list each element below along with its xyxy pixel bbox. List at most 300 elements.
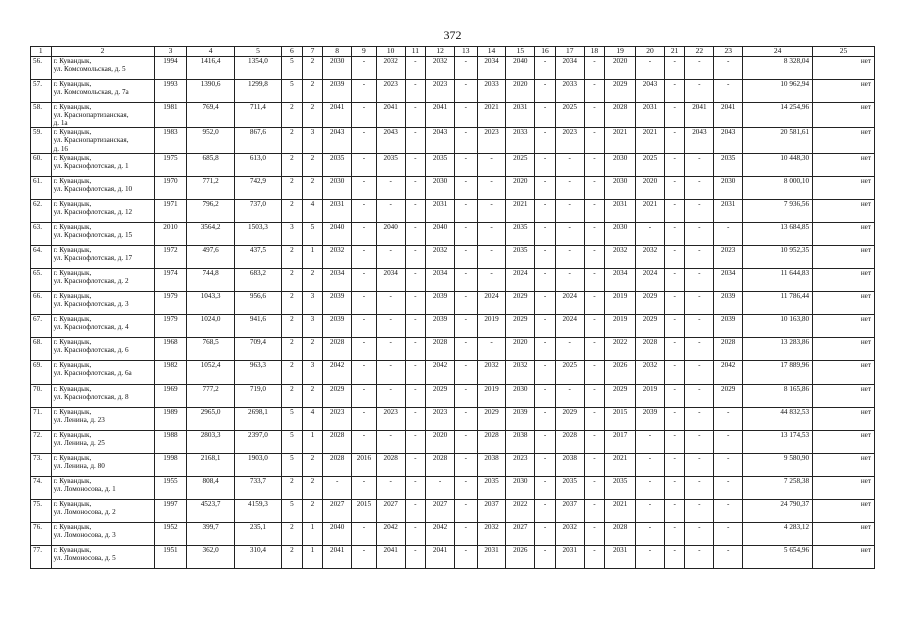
table-cell: 2034 — [426, 269, 455, 292]
table-cell: - — [584, 476, 605, 499]
table-cell: - — [405, 338, 426, 361]
table-cell: 2032 — [605, 245, 636, 268]
table-cell: - — [714, 407, 743, 430]
table-cell: - — [584, 384, 605, 407]
table-cell: 1988 — [154, 430, 187, 453]
column-header-10: 10 — [376, 47, 405, 57]
table-cell: 2803,3 — [187, 430, 234, 453]
column-header-25: 25 — [813, 47, 875, 57]
table-cell: - — [664, 523, 685, 546]
table-cell: 4159,3 — [234, 499, 281, 522]
table-cell: - — [584, 546, 605, 569]
table-cell: 2020 — [636, 176, 665, 199]
table-cell: 2020 — [506, 176, 535, 199]
table-cell: 2039 — [636, 407, 665, 430]
table-cell: - — [535, 453, 556, 476]
table-cell: - — [352, 292, 377, 315]
address-cell: г. Кувандык, ул. Краснофлотская, д. 10 — [51, 176, 154, 199]
table-cell: - — [584, 430, 605, 453]
table-cell: 2023 — [477, 128, 506, 153]
table-cell: 2030 — [323, 176, 352, 199]
table-cell: - — [555, 269, 584, 292]
table-cell: 1955 — [154, 476, 187, 499]
flag-cell: нет — [813, 546, 875, 569]
table-cell: 2022 — [506, 499, 535, 522]
column-header-22: 22 — [685, 47, 714, 57]
amount-cell: 17 889,96 — [743, 361, 813, 384]
table-cell: 2 — [282, 361, 303, 384]
table-cell: - — [664, 546, 685, 569]
table-cell: - — [454, 453, 477, 476]
table-cell: - — [454, 384, 477, 407]
table-cell: - — [454, 103, 477, 128]
table-cell: - — [584, 245, 605, 268]
flag-cell: нет — [813, 153, 875, 176]
row-number: 64. — [31, 245, 52, 268]
table-cell: 867,6 — [234, 128, 281, 153]
table-cell: 2039 — [323, 315, 352, 338]
table-cell: 2 — [302, 269, 323, 292]
table-cell: 2043 — [685, 128, 714, 153]
flag-cell: нет — [813, 523, 875, 546]
table-cell: - — [352, 128, 377, 153]
table-cell: - — [636, 523, 665, 546]
table-cell: - — [454, 499, 477, 522]
table-cell: 2023 — [506, 453, 535, 476]
table-cell: 2041 — [376, 546, 405, 569]
table-cell: - — [584, 453, 605, 476]
table-cell: - — [685, 499, 714, 522]
row-number: 68. — [31, 338, 52, 361]
table-cell: - — [636, 546, 665, 569]
table-cell: 1975 — [154, 153, 187, 176]
table-cell: 2 — [282, 176, 303, 199]
address-cell: г. Кувандык, ул. Ленина, д. 25 — [51, 430, 154, 453]
table-cell: 1 — [302, 546, 323, 569]
table-cell: - — [454, 430, 477, 453]
table-cell: 2029 — [477, 407, 506, 430]
table-row — [31, 407, 875, 430]
table-cell: - — [685, 153, 714, 176]
table-cell: - — [405, 476, 426, 499]
table-cell: 2032 — [555, 523, 584, 546]
table-cell: - — [685, 361, 714, 384]
address-cell: г. Кувандык, ул. Ломоносова, д. 3 — [51, 523, 154, 546]
row-number: 62. — [31, 199, 52, 222]
table-cell: 1390,6 — [187, 80, 234, 103]
table-cell: 941,6 — [234, 315, 281, 338]
column-header-16: 16 — [535, 47, 556, 57]
table-row — [31, 292, 875, 315]
column-header-5: 5 — [234, 47, 281, 57]
table-row — [31, 269, 875, 292]
table-cell: 2041 — [685, 103, 714, 128]
table-cell: - — [352, 222, 377, 245]
table-cell: - — [535, 57, 556, 80]
table-cell: 768,5 — [187, 338, 234, 361]
table-cell: 1968 — [154, 338, 187, 361]
table-cell: - — [352, 546, 377, 569]
address-cell: г. Кувандык, ул. Краснопартизанская, д. 16 — [51, 128, 154, 153]
table-cell: - — [664, 269, 685, 292]
table-cell: 2017 — [605, 430, 636, 453]
amount-cell: 10 163,80 — [743, 315, 813, 338]
table-cell: 2028 — [426, 338, 455, 361]
table-cell: - — [454, 338, 477, 361]
table-cell: 2 — [302, 153, 323, 176]
table-cell: - — [477, 153, 506, 176]
amount-cell: 8 165,86 — [743, 384, 813, 407]
table-cell: - — [352, 315, 377, 338]
table-row — [31, 430, 875, 453]
table-cell: - — [376, 315, 405, 338]
table-cell: 2 — [282, 315, 303, 338]
column-header-14: 14 — [477, 47, 506, 57]
row-number: 69. — [31, 361, 52, 384]
row-number: 73. — [31, 453, 52, 476]
table-cell: 2027 — [323, 499, 352, 522]
table-cell: - — [714, 222, 743, 245]
table-cell: 2 — [302, 499, 323, 522]
table-cell: 2041 — [426, 546, 455, 569]
table-cell: - — [685, 407, 714, 430]
table-cell: 733,7 — [234, 476, 281, 499]
table-cell: - — [535, 103, 556, 128]
table-cell: 1969 — [154, 384, 187, 407]
table-cell: - — [664, 153, 685, 176]
table-cell: 1989 — [154, 407, 187, 430]
address-cell: г. Кувандык, ул. Краснофлотская, д. 15 — [51, 222, 154, 245]
table-cell: - — [685, 80, 714, 103]
table-cell: 2028 — [477, 430, 506, 453]
table-row — [31, 176, 875, 199]
column-header-19: 19 — [605, 47, 636, 57]
table-cell: - — [352, 338, 377, 361]
table-cell: - — [405, 292, 426, 315]
table-cell: - — [454, 476, 477, 499]
table-cell: - — [405, 103, 426, 128]
table-cell: 2041 — [714, 103, 743, 128]
row-number: 63. — [31, 222, 52, 245]
amount-cell: 11 786,44 — [743, 292, 813, 315]
table-cell: 2029 — [636, 315, 665, 338]
table-cell: - — [376, 176, 405, 199]
table-cell: - — [555, 222, 584, 245]
table-cell: 2034 — [323, 269, 352, 292]
table-cell: - — [352, 407, 377, 430]
table-cell: - — [664, 199, 685, 222]
flag-cell: нет — [813, 128, 875, 153]
table-cell: 2019 — [477, 384, 506, 407]
header-row — [31, 47, 875, 57]
table-cell: - — [664, 222, 685, 245]
table-cell: 2028 — [376, 453, 405, 476]
table-cell: 2028 — [323, 338, 352, 361]
table-cell: 1 — [302, 523, 323, 546]
table-row — [31, 315, 875, 338]
table-cell: 2 — [302, 57, 323, 80]
table-cell: - — [584, 153, 605, 176]
table-cell: 2035 — [555, 476, 584, 499]
table-cell: - — [405, 199, 426, 222]
table-cell: 2037 — [477, 499, 506, 522]
address-cell: г. Кувандык, ул. Ломоносова, д. 1 — [51, 476, 154, 499]
table-cell: - — [405, 80, 426, 103]
table-cell: 2035 — [714, 153, 743, 176]
table-cell: - — [454, 407, 477, 430]
table-cell: 2028 — [323, 453, 352, 476]
table-row — [31, 128, 875, 153]
table-cell: 2021 — [605, 453, 636, 476]
table-cell: 2021 — [636, 199, 665, 222]
table-cell: - — [454, 153, 477, 176]
table-cell: 2028 — [323, 430, 352, 453]
flag-cell: нет — [813, 361, 875, 384]
table-cell: - — [714, 453, 743, 476]
table-cell: - — [454, 222, 477, 245]
table-cell: 1979 — [154, 315, 187, 338]
table-row — [31, 57, 875, 80]
row-number: 66. — [31, 292, 52, 315]
table-cell: 2039 — [426, 315, 455, 338]
table-cell: 2031 — [477, 546, 506, 569]
table-cell: - — [376, 384, 405, 407]
table-row — [31, 103, 875, 128]
table-cell: 2016 — [352, 453, 377, 476]
row-number: 61. — [31, 176, 52, 199]
table-cell: 2035 — [323, 153, 352, 176]
address-cell: г. Кувандык, ул. Ленина, д. 80 — [51, 453, 154, 476]
table-cell: - — [535, 384, 556, 407]
table-cell: 2 — [302, 384, 323, 407]
table-cell: 2040 — [323, 222, 352, 245]
table-cell: 2039 — [714, 315, 743, 338]
address-cell: г. Кувандык, ул. Комсомольская, д. 7а — [51, 80, 154, 103]
table-cell: - — [535, 407, 556, 430]
table-cell: 5 — [282, 499, 303, 522]
table-cell: 1 — [302, 245, 323, 268]
table-cell: - — [664, 315, 685, 338]
table-cell: - — [714, 57, 743, 80]
table-cell: 2 — [282, 128, 303, 153]
flag-cell: нет — [813, 430, 875, 453]
table-cell: - — [584, 199, 605, 222]
table-cell: 2030 — [605, 176, 636, 199]
table-cell: - — [584, 222, 605, 245]
table-cell: - — [405, 153, 426, 176]
table-cell: 2031 — [426, 199, 455, 222]
page-number: 372 — [443, 28, 462, 42]
table-cell: - — [535, 222, 556, 245]
row-number: 57. — [31, 80, 52, 103]
table-cell: 2035 — [477, 476, 506, 499]
table-cell: 719,0 — [234, 384, 281, 407]
table-cell: - — [535, 153, 556, 176]
table-cell: 2 — [282, 384, 303, 407]
table-cell: 2 — [282, 523, 303, 546]
table-cell: 2024 — [555, 292, 584, 315]
table-cell: - — [714, 546, 743, 569]
table-cell: - — [535, 80, 556, 103]
table-cell: 1503,3 — [234, 222, 281, 245]
table-cell: 2029 — [506, 315, 535, 338]
table-cell: 2039 — [426, 292, 455, 315]
table-cell: 2034 — [605, 269, 636, 292]
flag-cell: нет — [813, 292, 875, 315]
address-cell: г. Кувандык, ул. Ломоносова, д. 5 — [51, 546, 154, 569]
table-cell: - — [405, 453, 426, 476]
table-cell: 2030 — [426, 176, 455, 199]
table-cell: 2 — [282, 546, 303, 569]
table-cell: 2021 — [477, 103, 506, 128]
table-cell: - — [405, 245, 426, 268]
table-cell: - — [454, 128, 477, 153]
table-cell: - — [477, 176, 506, 199]
table-cell: 2040 — [426, 222, 455, 245]
table-cell: 2039 — [506, 407, 535, 430]
row-number: 67. — [31, 315, 52, 338]
table-cell: 437,5 — [234, 245, 281, 268]
table-cell: 2025 — [555, 103, 584, 128]
table-cell: 2042 — [426, 523, 455, 546]
table-cell: 2397,0 — [234, 430, 281, 453]
flag-cell: нет — [813, 103, 875, 128]
table-cell: 2035 — [506, 245, 535, 268]
table-cell: - — [555, 384, 584, 407]
table-cell: - — [584, 176, 605, 199]
address-cell: г. Кувандык, ул. Краснофлотская, д. 1 — [51, 153, 154, 176]
table-cell: - — [376, 476, 405, 499]
table-cell: 1024,0 — [187, 315, 234, 338]
table-cell: - — [352, 80, 377, 103]
amount-cell: 10 952,35 — [743, 245, 813, 268]
table-cell: - — [405, 222, 426, 245]
table-cell: 362,0 — [187, 546, 234, 569]
table-cell: 2032 — [636, 361, 665, 384]
table-cell: - — [454, 523, 477, 546]
table-cell: 952,0 — [187, 128, 234, 153]
flag-cell: нет — [813, 384, 875, 407]
flag-cell: нет — [813, 476, 875, 499]
table-cell: - — [714, 499, 743, 522]
row-number: 76. — [31, 523, 52, 546]
table-cell: - — [535, 176, 556, 199]
table-cell: - — [376, 292, 405, 315]
table-cell: 2 — [302, 80, 323, 103]
table-cell: 3 — [282, 222, 303, 245]
column-header-9: 9 — [352, 47, 377, 57]
table-cell: 683,2 — [234, 269, 281, 292]
table-cell: - — [376, 245, 405, 268]
table-cell: 2042 — [323, 361, 352, 384]
table-cell: 1354,0 — [234, 57, 281, 80]
table-cell: 2040 — [506, 57, 535, 80]
table-cell: - — [454, 361, 477, 384]
table-cell: - — [454, 80, 477, 103]
table-cell: 777,2 — [187, 384, 234, 407]
table-cell: 2034 — [376, 269, 405, 292]
table-cell: 3 — [302, 128, 323, 153]
table-cell: - — [454, 546, 477, 569]
table-cell: 2010 — [154, 222, 187, 245]
flag-cell: нет — [813, 222, 875, 245]
column-header-6: 6 — [282, 47, 303, 57]
table-cell: - — [477, 222, 506, 245]
table-cell: 956,6 — [234, 292, 281, 315]
table-cell: - — [584, 57, 605, 80]
table-cell: 2019 — [477, 315, 506, 338]
table-cell: - — [664, 338, 685, 361]
column-header-13: 13 — [454, 47, 477, 57]
table-cell: - — [555, 245, 584, 268]
table-cell: 1903,0 — [234, 453, 281, 476]
table-cell: 5 — [282, 453, 303, 476]
table-cell: 4523,7 — [187, 499, 234, 522]
table-cell: - — [352, 245, 377, 268]
table-cell: - — [584, 499, 605, 522]
amount-cell: 10 448,30 — [743, 153, 813, 176]
table-cell: - — [664, 57, 685, 80]
table-cell: 2031 — [555, 546, 584, 569]
table-cell: 2168,1 — [187, 453, 234, 476]
table-cell: 2019 — [605, 315, 636, 338]
address-cell: г. Кувандык, ул. Краснофлотская, д. 4 — [51, 315, 154, 338]
table-cell: - — [352, 57, 377, 80]
table-cell: 2021 — [605, 499, 636, 522]
table-cell: 2034 — [477, 57, 506, 80]
table-cell: 2030 — [605, 222, 636, 245]
table-cell: - — [454, 176, 477, 199]
table-cell: 1052,4 — [187, 361, 234, 384]
table-cell: 2 — [302, 476, 323, 499]
address-cell: г. Кувандык, ул. Краснофлотская, д. 17 — [51, 245, 154, 268]
table-cell: 771,2 — [187, 176, 234, 199]
table-cell: - — [405, 269, 426, 292]
table-cell: 2031 — [605, 546, 636, 569]
table-cell: 2023 — [426, 407, 455, 430]
table-cell: 2698,1 — [234, 407, 281, 430]
table-cell: 2032 — [477, 523, 506, 546]
table-cell: 1974 — [154, 269, 187, 292]
table-row — [31, 384, 875, 407]
table-cell: - — [405, 128, 426, 153]
table-cell: 711,4 — [234, 103, 281, 128]
table-cell: 2032 — [636, 245, 665, 268]
table-cell: 3 — [302, 292, 323, 315]
table-cell: 2041 — [376, 103, 405, 128]
table-cell: 2030 — [714, 176, 743, 199]
table-cell: 2041 — [323, 103, 352, 128]
flag-cell: нет — [813, 407, 875, 430]
table-cell: 3564,2 — [187, 222, 234, 245]
table-cell: 2029 — [506, 292, 535, 315]
table-cell: - — [664, 176, 685, 199]
table-cell: 2038 — [477, 453, 506, 476]
table-cell: 769,4 — [187, 103, 234, 128]
table-cell: 2032 — [323, 245, 352, 268]
table-cell: - — [352, 103, 377, 128]
table-cell: 1993 — [154, 80, 187, 103]
table-cell: - — [664, 430, 685, 453]
table-cell: 2023 — [555, 128, 584, 153]
table-cell: 2 — [282, 153, 303, 176]
table-cell: 2019 — [636, 384, 665, 407]
table-cell: - — [477, 338, 506, 361]
table-cell: - — [685, 430, 714, 453]
table-cell: 5 — [282, 57, 303, 80]
table-cell: 497,6 — [187, 245, 234, 268]
table-cell: - — [555, 338, 584, 361]
